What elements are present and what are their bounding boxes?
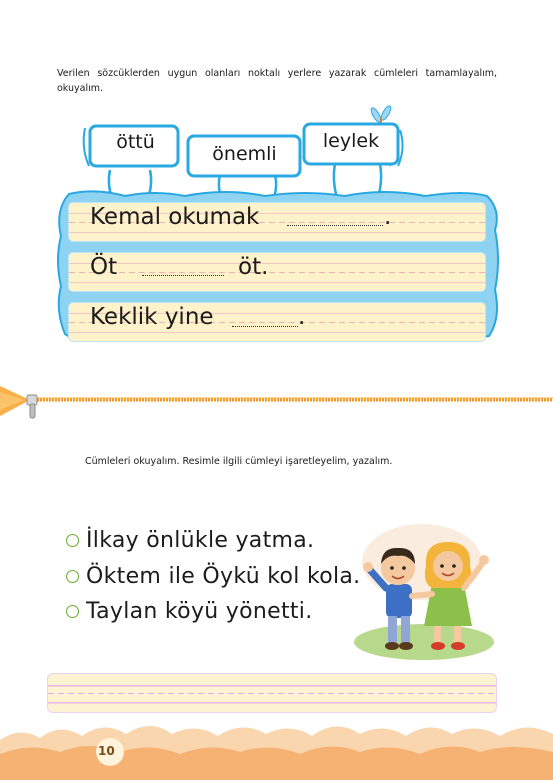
footer-decoration xyxy=(0,712,553,780)
kids-illustration xyxy=(352,522,497,662)
option-2-text: Öktem ile Öykü kol kola. xyxy=(86,564,361,589)
option-3-circle[interactable] xyxy=(66,605,79,618)
option-3[interactable] xyxy=(66,599,313,624)
blank-3[interactable] xyxy=(232,325,298,327)
option-2-circle[interactable] xyxy=(66,570,79,583)
option-1-circle[interactable] xyxy=(66,534,79,547)
sentence-3-end: . xyxy=(298,304,306,330)
page-number: 10 xyxy=(98,744,115,758)
sentence-1-start: Kemal okumak xyxy=(90,204,260,230)
writing-line-2 xyxy=(68,252,486,292)
word-ottu: öttü xyxy=(116,131,155,153)
sentence-1-end: . xyxy=(384,204,392,230)
zipper-pull-icon xyxy=(27,395,37,418)
answer-writing-line[interactable] xyxy=(47,673,497,713)
sentence-2-end: öt. xyxy=(238,254,269,280)
instruction-1: Verilen sözcüklerden uygun olanları noktalı yerlere yazarak cümleleri tamamlayalım, okuyalım. xyxy=(57,68,497,94)
option-1[interactable] xyxy=(66,528,314,553)
word-leylek: leylek xyxy=(322,130,380,152)
zipper-divider xyxy=(0,382,553,422)
blank-1[interactable] xyxy=(287,224,383,226)
option-2[interactable] xyxy=(66,564,360,589)
instruction-2: Cümleleri okuyalım. Resimle ilgili cümleyi işaretleyelim, yazalım. xyxy=(85,456,393,467)
option-1-text: İlkay önlükle yatma. xyxy=(86,528,315,553)
sentence-2-start: Öt xyxy=(90,254,118,280)
option-3-text: Taylan köyü yönetti. xyxy=(86,599,313,624)
blank-2[interactable] xyxy=(142,274,224,276)
sentence-3-start: Keklik yine xyxy=(90,304,214,330)
word-onemli: önemli xyxy=(212,143,277,165)
